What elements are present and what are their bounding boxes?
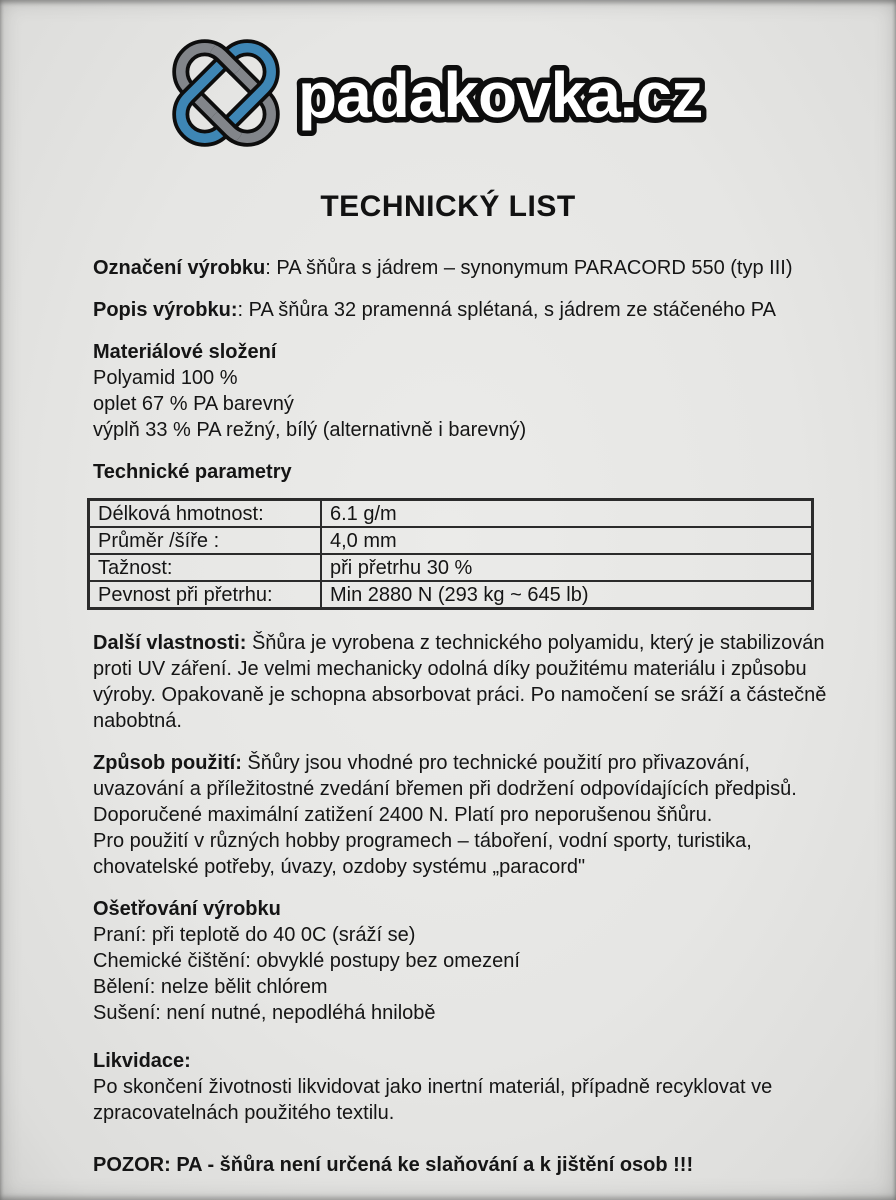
description-row: [93, 297, 830, 323]
parameters-heading: Technické parametry: [93, 461, 292, 483]
disposal-text: Po skončení životnosti likvidovat jako inertní materiál, případně recyklovat ve zpracovatelnách použitého textilu.: [93, 1076, 773, 1124]
table-row: [89, 500, 813, 528]
material-heading: Materiálové složení: [93, 341, 277, 363]
document-body: [0, 255, 896, 1178]
care-line: Bělení: nelze bělit chlórem: [93, 976, 328, 998]
care-line: Chemické čištění: obvyklé postupy bez omezení: [93, 950, 520, 972]
material-line: Polyamid 100 %: [93, 367, 238, 389]
material-lines: [93, 365, 830, 443]
param-name-cell: Průměr /šíře :: [89, 527, 322, 554]
care-line: Praní: při teplotě do 40 0C (sráží se): [93, 924, 416, 946]
properties-text: Šňůra je vyrobena z technického polyamidu, který je stabilizován proti UV záření. Je velmi mechanicky odolná díky použitému materiálu i způsobu výroby. Opakovaně je schopna absorbovat práci. Po namočení se sráží a částečně nabobtná.: [93, 632, 827, 732]
param-name-cell: Délková hmotnost:: [89, 500, 322, 528]
designation-value: : PA šňůra s jádrem – synonymum PARACORD 550 (typ III): [265, 257, 793, 279]
material-line: výplň 33 % PA režný, bílý (alternativně i barevný): [93, 419, 527, 441]
care-heading: Ošetřování výrobku: [93, 898, 281, 920]
usage-text: Šňůry jsou vhodné pro technické použití pro přivazování, uvazování a příležitostné zvedání břemen při dodržení odpovídajících předpisů. Doporučené maximální zatižení 2400 N. Platí pro neporušenou šňůru.: [93, 752, 797, 826]
parameters-table: [87, 498, 814, 610]
description-label: Popis výrobku:: [93, 299, 238, 321]
site-name: padakovka.cz: [298, 59, 703, 131]
disposal-heading: Likvidace:: [93, 1050, 191, 1072]
care-lines: [93, 922, 830, 1026]
table-row: [89, 554, 813, 581]
knot-icon: [171, 38, 281, 148]
table-row: [89, 527, 813, 554]
usage-text-2: Pro použití v různých hobby programech – táboření, vodní sporty, turistika, chovatelské potřeby, úvazy, ozdoby systému „paracord": [93, 830, 752, 878]
page-title: TECHNICKÝ LIST: [320, 190, 576, 223]
description-value: : PA šňůra 32 pramenná splétaná, s jádrem ze stáčeného PA: [237, 299, 776, 321]
designation-label: Označení výrobku: [93, 257, 266, 279]
care-line: Sušení: není nutné, nepodléhá hnilobě: [93, 1002, 436, 1024]
param-value-cell: při přetrhu 30 %: [321, 554, 813, 581]
logo: [0, 0, 896, 158]
warning-text: POZOR: PA - šňůra není určená ke slaňování a k jištění osob !!!: [93, 1154, 694, 1176]
param-value-cell: 4,0 mm: [321, 527, 813, 554]
usage-paragraph: [93, 750, 830, 880]
table-row: [89, 581, 813, 609]
designation-row: [93, 255, 830, 281]
usage-label: Způsob použití:: [93, 752, 242, 774]
properties-label: Další vlastnosti:: [93, 632, 247, 654]
logo-graphic: [146, 28, 750, 158]
param-name-cell: Pevnost při přetrhu:: [89, 581, 322, 609]
material-line: oplet 67 % PA barevný: [93, 393, 294, 415]
param-name-cell: Tažnost:: [89, 554, 322, 581]
param-value-cell: 6.1 g/m: [321, 500, 813, 528]
param-value-cell: Min 2880 N (293 kg ~ 645 lb): [321, 581, 813, 609]
properties-paragraph: [93, 630, 830, 734]
